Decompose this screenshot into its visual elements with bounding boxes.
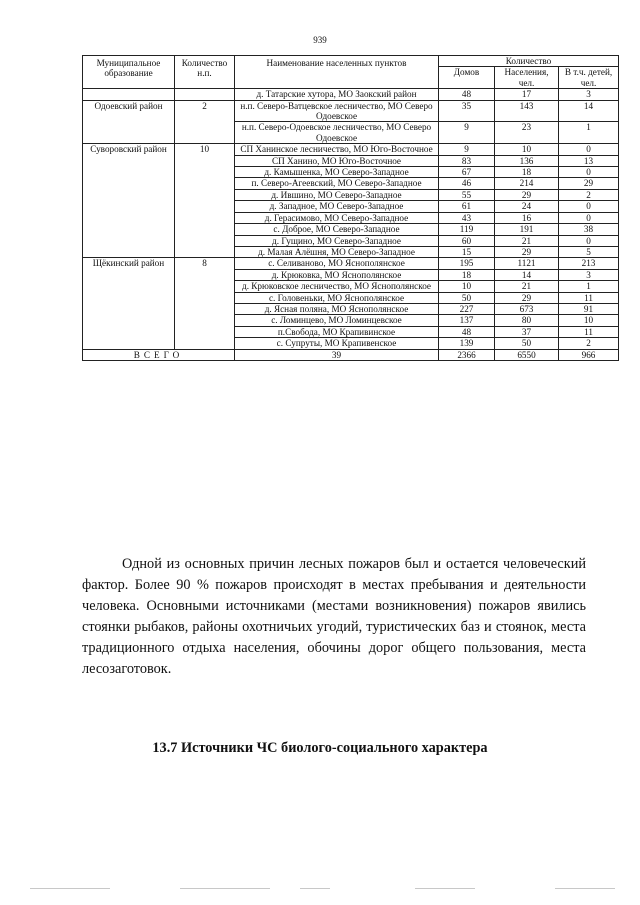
paragraph-text: Одной из основных причин лесных пожаров был и остается человеческий фактор. Более 90 % пожаров происходят в местах пребывания и деятельности человека. Основными источниками (местами возникновения) пожаров явились стоянки рыбаков, районы охотничьих угодий, туристических баз и стоянок, места традиционного отдыха населения, обочины дорог общего пользования, места лесозаготовок. <box>82 556 586 677</box>
population-cell: 21 <box>495 281 559 292</box>
settlement-name-cell: д. Крюковка, МО Яснополянское <box>235 269 439 280</box>
page-number: 939 <box>313 35 327 45</box>
population-cell: 10 <box>495 144 559 155</box>
houses-cell: 18 <box>439 269 495 280</box>
body-paragraph <box>82 554 586 680</box>
header-children: В т.ч. детей, чел. <box>559 67 619 89</box>
children-cell: 2 <box>559 189 619 200</box>
population-cell: 136 <box>495 155 559 166</box>
children-cell: 0 <box>559 212 619 223</box>
population-cell: 673 <box>495 303 559 314</box>
houses-cell: 60 <box>439 235 495 246</box>
table-row <box>83 89 619 100</box>
footer-scan-line <box>0 888 640 889</box>
children-cell: 11 <box>559 292 619 303</box>
header-population: Населения, чел. <box>495 67 559 89</box>
children-cell: 91 <box>559 303 619 314</box>
houses-cell: 83 <box>439 155 495 166</box>
population-cell: 18 <box>495 167 559 178</box>
settlements-table <box>82 55 619 361</box>
settlement-name-cell: д. Камышенка, МО Северо-Западное <box>235 167 439 178</box>
population-cell: 29 <box>495 292 559 303</box>
header-quantity: Количество <box>439 56 619 67</box>
houses-cell: 15 <box>439 246 495 257</box>
children-cell: 1 <box>559 122 619 144</box>
houses-cell: 61 <box>439 201 495 212</box>
children-cell: 38 <box>559 224 619 235</box>
population-cell: 80 <box>495 315 559 326</box>
population-cell: 21 <box>495 235 559 246</box>
settlement-count-cell: 2 <box>175 100 235 144</box>
children-cell: 2 <box>559 338 619 349</box>
settlement-name-cell: СП Ханино, МО Юго-Восточное <box>235 155 439 166</box>
population-cell: 29 <box>495 246 559 257</box>
children-cell: 3 <box>559 89 619 100</box>
table-header-row <box>83 56 619 67</box>
population-cell: 24 <box>495 201 559 212</box>
population-cell: 37 <box>495 326 559 337</box>
population-cell: 17 <box>495 89 559 100</box>
settlement-name-cell: д. Ясная поляна, МО Яснополянское <box>235 303 439 314</box>
population-cell: 29 <box>495 189 559 200</box>
header-houses: Домов <box>439 67 495 89</box>
children-cell: 0 <box>559 167 619 178</box>
population-cell: 143 <box>495 100 559 122</box>
table-row <box>83 258 619 269</box>
municipality-cell: Одоевский район <box>83 100 175 144</box>
settlement-count-cell: 10 <box>175 144 235 258</box>
settlement-name-cell: д. Татарские хутора, МО Заокский район <box>235 89 439 100</box>
children-cell: 13 <box>559 155 619 166</box>
settlement-name-cell: п. Северо-Агеевский, МО Северо-Западное <box>235 178 439 189</box>
total-label: ВСЕГО <box>83 349 235 360</box>
settlement-name-cell: д. Западное, МО Северо-Западное <box>235 201 439 212</box>
houses-cell: 139 <box>439 338 495 349</box>
children-cell: 213 <box>559 258 619 269</box>
houses-cell: 137 <box>439 315 495 326</box>
settlement-name-cell: н.п. Северо-Одоевское лесничество, МО Северо Одоевское <box>235 122 439 144</box>
settlement-name-cell: д. Малая Алёшня, МО Северо-Западное <box>235 246 439 257</box>
header-count: Количество н.п. <box>175 56 235 89</box>
children-cell: 0 <box>559 144 619 155</box>
settlement-name-cell: с. Головеньки, МО Яснополянское <box>235 292 439 303</box>
houses-cell: 9 <box>439 122 495 144</box>
population-cell: 214 <box>495 178 559 189</box>
settlement-name-cell: с. Супруты, МО Крапивенское <box>235 338 439 349</box>
population-cell: 23 <box>495 122 559 144</box>
houses-cell: 55 <box>439 189 495 200</box>
population-cell: 50 <box>495 338 559 349</box>
settlement-name-cell: с. Доброе, МО Северо-Западное <box>235 224 439 235</box>
settlement-name-cell: д. Крюковское лесничество, МО Яснополянское <box>235 281 439 292</box>
total-count: 39 <box>235 349 439 360</box>
houses-cell: 10 <box>439 281 495 292</box>
houses-cell: 46 <box>439 178 495 189</box>
population-cell: 191 <box>495 224 559 235</box>
total-children: 966 <box>559 349 619 360</box>
settlement-name-cell: д. Герасимово, МО Северо-Западное <box>235 212 439 223</box>
children-cell: 10 <box>559 315 619 326</box>
municipality-cell: Щёкинский район <box>83 258 175 349</box>
section-heading: 13.7 Источники ЧС биолого-социального характера <box>152 740 488 756</box>
settlement-count-cell <box>175 89 235 100</box>
settlement-name-cell: с. Ломинцево, МО Ломинцевское <box>235 315 439 326</box>
houses-cell: 119 <box>439 224 495 235</box>
settlement-name-cell: СП Ханинское лесничество, МО Юго-Восточное <box>235 144 439 155</box>
settlement-count-cell: 8 <box>175 258 235 349</box>
houses-cell: 50 <box>439 292 495 303</box>
table-row <box>83 144 619 155</box>
table-row <box>83 100 619 122</box>
houses-cell: 9 <box>439 144 495 155</box>
population-cell: 16 <box>495 212 559 223</box>
houses-cell: 227 <box>439 303 495 314</box>
settlement-name-cell: н.п. Северо-Ватцевское лесничество, МО Северо Одоевское <box>235 100 439 122</box>
total-row <box>83 349 619 360</box>
settlement-name-cell: д. Гущино, МО Северо-Западное <box>235 235 439 246</box>
houses-cell: 48 <box>439 89 495 100</box>
children-cell: 0 <box>559 235 619 246</box>
total-population: 6550 <box>495 349 559 360</box>
total-houses: 2366 <box>439 349 495 360</box>
children-cell: 3 <box>559 269 619 280</box>
children-cell: 14 <box>559 100 619 122</box>
municipality-cell <box>83 89 175 100</box>
population-cell: 14 <box>495 269 559 280</box>
houses-cell: 67 <box>439 167 495 178</box>
houses-cell: 43 <box>439 212 495 223</box>
children-cell: 0 <box>559 201 619 212</box>
children-cell: 29 <box>559 178 619 189</box>
municipality-cell: Суворовский район <box>83 144 175 258</box>
table-body <box>83 89 619 349</box>
settlement-name-cell: с. Селиваново, МО Яснополянское <box>235 258 439 269</box>
houses-cell: 48 <box>439 326 495 337</box>
settlement-name-cell: д. Ившино, МО Северо-Западное <box>235 189 439 200</box>
houses-cell: 35 <box>439 100 495 122</box>
children-cell: 1 <box>559 281 619 292</box>
settlement-name-cell: п.Свобода, МО Крапивинское <box>235 326 439 337</box>
header-settlement: Наименование населенных пунктов <box>235 56 439 89</box>
children-cell: 11 <box>559 326 619 337</box>
houses-cell: 195 <box>439 258 495 269</box>
population-cell: 1121 <box>495 258 559 269</box>
children-cell: 5 <box>559 246 619 257</box>
header-municipality: Муниципальное образование <box>83 56 175 89</box>
